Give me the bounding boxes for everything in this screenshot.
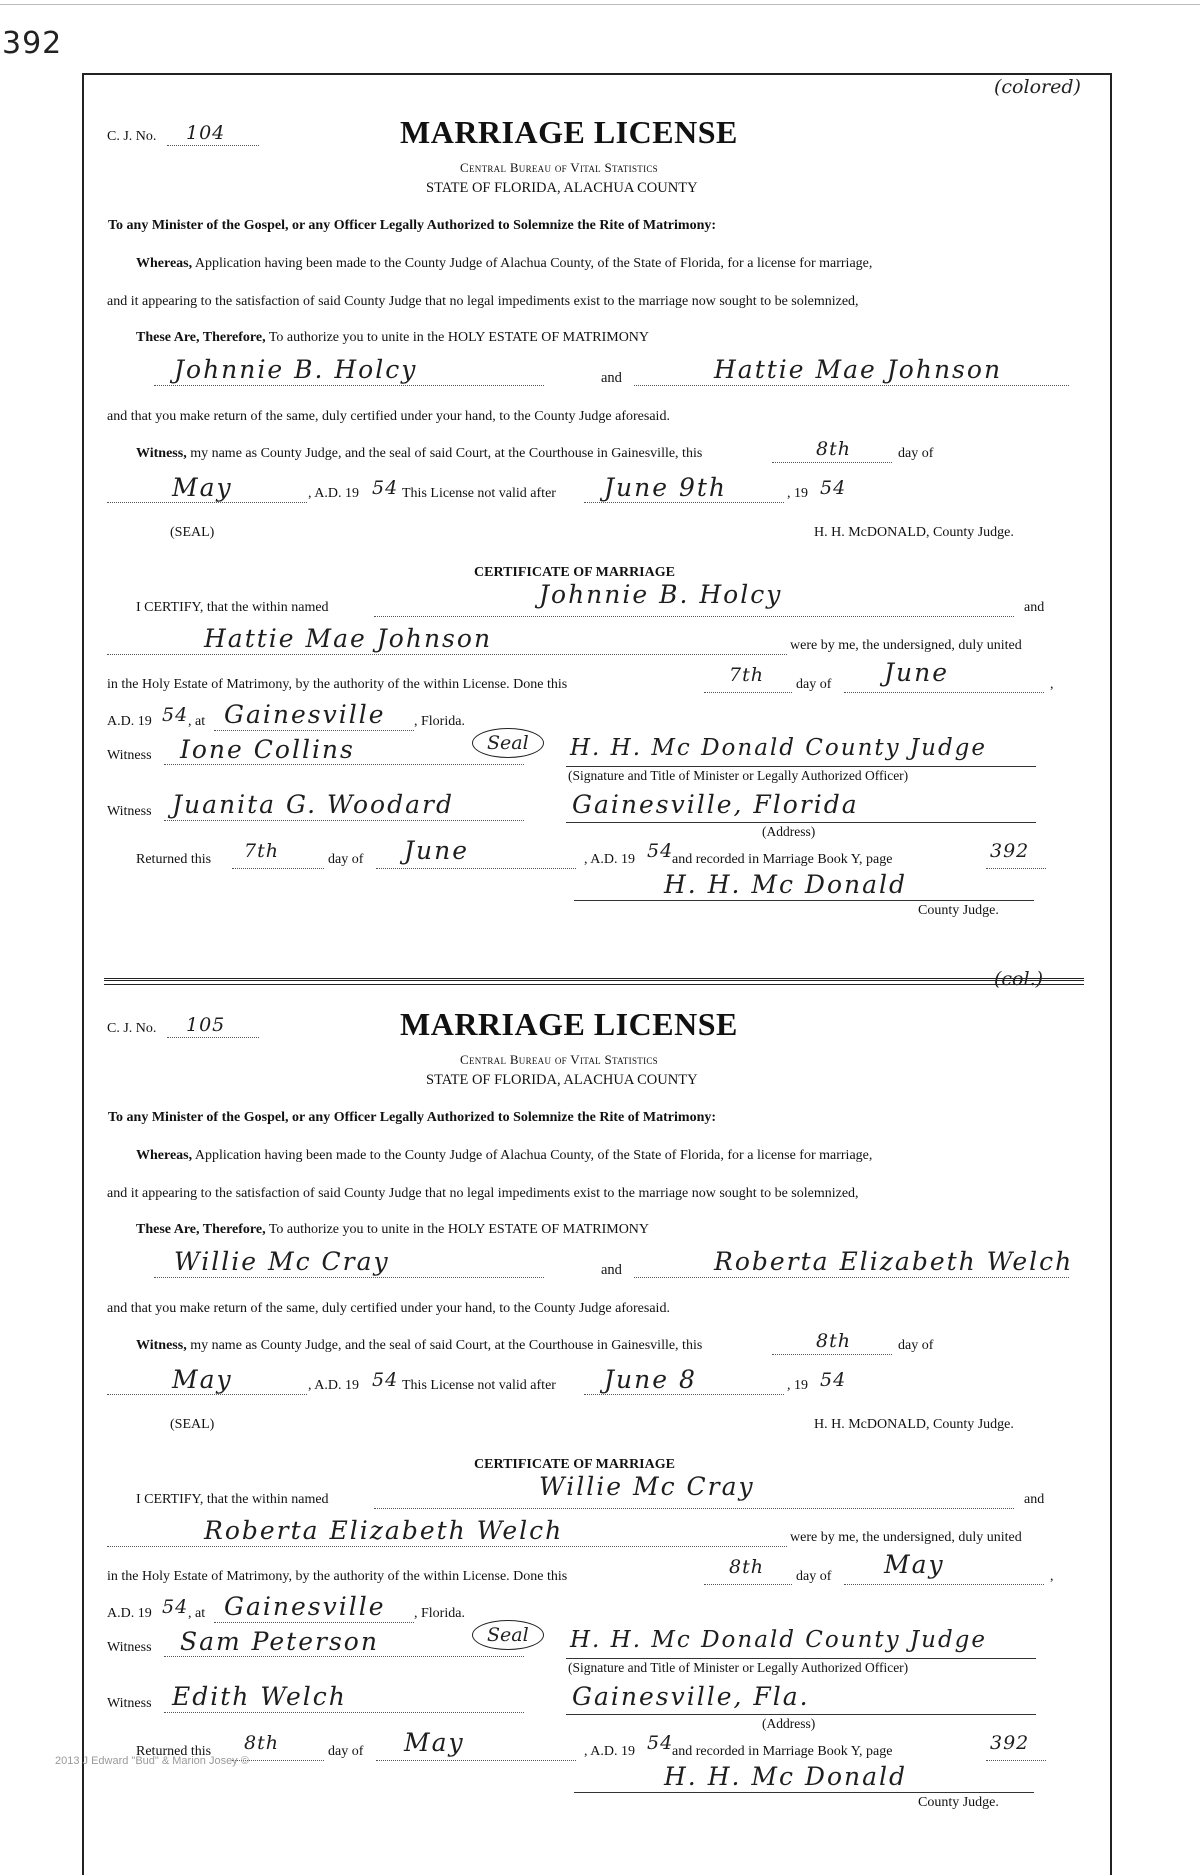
cert-and-label: and bbox=[1024, 600, 1045, 615]
certificate-title: CERTIFICATE OF MARRIAGE bbox=[474, 1457, 675, 1472]
at-label: , at bbox=[188, 1606, 206, 1621]
cj-number: 105 bbox=[186, 1014, 226, 1036]
address-line bbox=[566, 822, 1036, 823]
united-label: were by me, the undersigned, duly united bbox=[790, 1530, 1022, 1545]
and-label: and bbox=[601, 1262, 622, 1278]
address-caption: (Address) bbox=[762, 1716, 816, 1731]
returned-day: 7th bbox=[244, 840, 279, 862]
done-day-line bbox=[704, 692, 792, 693]
cert-groom-name: Willie Mc Cray bbox=[539, 1472, 755, 1501]
done-day-of-label: day of bbox=[796, 1569, 832, 1584]
colored-note: (col.) bbox=[994, 968, 1044, 990]
witness-day: 8th bbox=[816, 1330, 851, 1352]
place-line bbox=[214, 1622, 414, 1623]
license-title: MARRIAGE LICENSE bbox=[400, 1006, 738, 1042]
judge-printed-name: H. H. McDONALD, County Judge. bbox=[814, 1417, 1014, 1432]
valid-year: 54 bbox=[820, 1369, 847, 1391]
returned-label: Returned this bbox=[136, 1744, 212, 1759]
bureau-line: Central Bureau of Vital Statistics bbox=[460, 1052, 658, 1067]
witness1-label: Witness bbox=[107, 748, 152, 763]
cj-label: C. J. No. bbox=[107, 1021, 157, 1036]
officer-signature-line bbox=[566, 766, 1036, 767]
united-label: were by me, the undersigned, duly united bbox=[790, 638, 1022, 653]
judge-signature: H. H. Mc Donald bbox=[664, 870, 908, 899]
colored-note: (colored) bbox=[994, 76, 1081, 98]
page-line bbox=[986, 1760, 1046, 1761]
whereas-paragraph: Whereas, Application having been made to the County Judge of Alachua County, of the State of Florida, for a license for marriage, bbox=[136, 1148, 873, 1163]
officer-signature: H. H. Mc Donald County Judge bbox=[570, 735, 988, 761]
issue-year: 54 bbox=[372, 1369, 399, 1391]
cj-line bbox=[167, 145, 259, 146]
issue-month-line bbox=[107, 1394, 307, 1395]
witness2-label: Witness bbox=[107, 804, 152, 819]
valid-until: June 8 bbox=[604, 1365, 697, 1394]
judge-signature-line bbox=[574, 900, 1034, 901]
seal-label: (SEAL) bbox=[170, 525, 215, 540]
florida-label: , Florida. bbox=[414, 1606, 465, 1621]
valid-year: 54 bbox=[820, 477, 847, 499]
address-caption: (Address) bbox=[762, 824, 816, 839]
witness-day-line bbox=[772, 462, 892, 463]
ad-label: , A.D. 19 bbox=[308, 1378, 359, 1393]
witness1-line bbox=[164, 1656, 524, 1657]
cert-bride-name: Roberta Elizabeth Welch bbox=[204, 1516, 564, 1545]
witness1-line bbox=[164, 764, 524, 765]
certify-label: I CERTIFY, that the within named bbox=[136, 1492, 329, 1507]
county-judge-label: County Judge. bbox=[918, 903, 999, 918]
ad-label: , A.D. 19 bbox=[308, 486, 359, 501]
cert-bride-name: Hattie Mae Johnson bbox=[204, 624, 493, 653]
county-judge-label: County Judge. bbox=[918, 1795, 999, 1810]
witness2-line bbox=[164, 1712, 524, 1713]
scan-top-edge bbox=[0, 4, 1200, 5]
returned-day-of-label: day of bbox=[328, 852, 364, 867]
salutation: To any Minister of the Gospel, or any Officer Legally Authorized to Solemnize the Rite of Matrimony: bbox=[108, 1110, 717, 1125]
day-of-label: day of bbox=[898, 446, 934, 461]
witness2-line bbox=[164, 820, 524, 821]
done-year: 54 bbox=[162, 704, 189, 726]
recorded-book-label: and recorded in Marriage Book Y, page bbox=[672, 852, 893, 867]
license-title: MARRIAGE LICENSE bbox=[400, 114, 738, 150]
issue-year: 54 bbox=[372, 477, 399, 499]
valid-line bbox=[584, 502, 784, 503]
judge-signature: H. H. Mc Donald bbox=[664, 1762, 908, 1791]
done-comma: , bbox=[1050, 677, 1054, 692]
state-line: STATE OF FLORIDA, ALACHUA COUNTY bbox=[426, 180, 698, 196]
returned-day: 8th bbox=[244, 1732, 279, 1754]
issue-month: May bbox=[172, 1365, 233, 1394]
witness1-name: Sam Peterson bbox=[180, 1627, 379, 1656]
officer-address: Gainesville, Florida bbox=[572, 790, 859, 819]
certify-label: I CERTIFY, that the within named bbox=[136, 600, 329, 615]
valid-until: June 9th bbox=[604, 473, 728, 502]
cj-line bbox=[167, 1037, 259, 1038]
cert-groom-line bbox=[374, 616, 1014, 617]
seal-label: (SEAL) bbox=[170, 1417, 215, 1432]
cert-ad-label: A.D. 19 bbox=[107, 714, 152, 729]
returned-day-of-label: day of bbox=[328, 1744, 364, 1759]
done-month-line bbox=[844, 692, 1044, 693]
page-line bbox=[986, 868, 1046, 869]
witness-paragraph: Witness, my name as County Judge, and the seal of said Court, at the Courthouse in Gainesville, this bbox=[136, 1338, 703, 1353]
groom-line bbox=[154, 385, 544, 386]
cert-groom-line bbox=[374, 1508, 1014, 1509]
judge-printed-name: H. H. McDONALD, County Judge. bbox=[814, 525, 1014, 540]
done-day: 7th bbox=[729, 664, 764, 686]
day-of-label: day of bbox=[898, 1338, 934, 1353]
witness2-name: Edith Welch bbox=[172, 1682, 347, 1711]
witness1-label: Witness bbox=[107, 1640, 152, 1655]
cert-groom-name: Johnnie B. Holcy bbox=[539, 580, 783, 609]
whereas-paragraph-2: and it appearing to the satisfaction of said County Judge that no legal impediments exist to the marriage now sought to be solemnized, bbox=[107, 1186, 859, 1201]
court-seal-stamp: Seal bbox=[472, 728, 544, 758]
done-month-line bbox=[844, 1584, 1044, 1585]
cj-number: 104 bbox=[186, 122, 226, 144]
officer-signature-line bbox=[566, 1658, 1036, 1659]
valid-line bbox=[584, 1394, 784, 1395]
done-year: 54 bbox=[162, 1596, 189, 1618]
place-line bbox=[214, 730, 414, 731]
issue-month: May bbox=[172, 473, 233, 502]
issue-month-line bbox=[107, 502, 307, 503]
returned-label: Returned this bbox=[136, 852, 212, 867]
witness2-label: Witness bbox=[107, 1696, 152, 1711]
bureau-line: Central Bureau of Vital Statistics bbox=[460, 160, 658, 175]
place-name: Gainesville bbox=[224, 700, 386, 729]
recorded-book-label: and recorded in Marriage Book Y, page bbox=[672, 1744, 893, 1759]
section-divider bbox=[104, 978, 1084, 985]
bride-name: Roberta Elizabeth Welch bbox=[714, 1247, 1074, 1276]
done-month: June bbox=[884, 658, 950, 687]
return-paragraph: and that you make return of the same, duly certified under your hand, to the County Judge aforesaid. bbox=[107, 1301, 670, 1316]
witness1-name: Ione Collins bbox=[180, 735, 355, 764]
signature-caption: (Signature and Title of Minister or Legally Authorized Officer) bbox=[568, 768, 909, 783]
not-valid-label: This License not valid after bbox=[402, 486, 556, 501]
returned-year: 54 bbox=[647, 1732, 674, 1754]
holy-estate-label: in the Holy Estate of Matrimony, by the authority of the within License. Done this bbox=[107, 1569, 568, 1584]
salutation: To any Minister of the Gospel, or any Officer Legally Authorized to Solemnize the Rite of Matrimony: bbox=[108, 218, 717, 233]
cj-label: C. J. No. bbox=[107, 129, 157, 144]
valid-year-label: , 19 bbox=[787, 486, 808, 501]
not-valid-label: This License not valid after bbox=[402, 1378, 556, 1393]
done-day-line bbox=[704, 1584, 792, 1585]
state-line: STATE OF FLORIDA, ALACHUA COUNTY bbox=[426, 1072, 698, 1088]
bride-line bbox=[634, 1277, 1069, 1278]
witness-paragraph: Witness, my name as County Judge, and the seal of said Court, at the Courthouse in Gainesville, this bbox=[136, 446, 703, 461]
at-label: , at bbox=[188, 714, 206, 729]
returned-month: May bbox=[404, 1728, 465, 1757]
book-page: 392 bbox=[990, 1732, 1030, 1754]
judge-signature-line bbox=[574, 1792, 1034, 1793]
book-page: 392 bbox=[990, 840, 1030, 862]
and-label: and bbox=[601, 370, 622, 386]
groom-name: Willie Mc Cray bbox=[174, 1247, 390, 1276]
valid-year-label: , 19 bbox=[787, 1378, 808, 1393]
returned-month-line bbox=[376, 868, 576, 869]
holy-estate-label: in the Holy Estate of Matrimony, by the authority of the within License. Done this bbox=[107, 677, 568, 692]
cert-ad-label: A.D. 19 bbox=[107, 1606, 152, 1621]
groom-name: Johnnie B. Holcy bbox=[174, 355, 418, 384]
recorded-ad-label: , A.D. 19 bbox=[584, 852, 635, 867]
florida-label: , Florida. bbox=[414, 714, 465, 729]
returned-day-line bbox=[232, 868, 324, 869]
witness-day: 8th bbox=[816, 438, 851, 460]
bride-line bbox=[634, 385, 1069, 386]
done-day-of-label: day of bbox=[796, 677, 832, 692]
cert-and-label: and bbox=[1024, 1492, 1045, 1507]
place-name: Gainesville bbox=[224, 1592, 386, 1621]
witness2-name: Juanita G. Woodard bbox=[172, 790, 454, 819]
bride-name: Hattie Mae Johnson bbox=[714, 355, 1003, 384]
certificate-title: CERTIFICATE OF MARRIAGE bbox=[474, 565, 675, 580]
returned-month: June bbox=[404, 836, 470, 865]
authorize-paragraph: These Are, Therefore, To authorize you to unite in the HOLY ESTATE OF MATRIMONY bbox=[136, 1222, 650, 1237]
groom-line bbox=[154, 1277, 544, 1278]
court-seal-stamp: Seal bbox=[472, 1620, 544, 1650]
done-comma: , bbox=[1050, 1569, 1054, 1584]
signature-caption: (Signature and Title of Minister or Legally Authorized Officer) bbox=[568, 1660, 909, 1675]
done-month: May bbox=[884, 1550, 945, 1579]
officer-signature: H. H. Mc Donald County Judge bbox=[570, 1627, 988, 1653]
copyright-watermark: 2013 J Edward "Bud" & Marion Josey © bbox=[55, 1755, 249, 1767]
witness-day-line bbox=[772, 1354, 892, 1355]
returned-month-line bbox=[376, 1760, 576, 1761]
cert-bride-line bbox=[107, 1546, 787, 1547]
officer-address: Gainesville, Fla. bbox=[572, 1682, 810, 1711]
whereas-paragraph: Whereas, Application having been made to the County Judge of Alachua County, of the State of Florida, for a license for marriage, bbox=[136, 256, 873, 271]
cert-bride-line bbox=[107, 654, 787, 655]
done-day: 8th bbox=[729, 1556, 764, 1578]
return-paragraph: and that you make return of the same, duly certified under your hand, to the County Judge aforesaid. bbox=[107, 409, 670, 424]
returned-year: 54 bbox=[647, 840, 674, 862]
recorded-ad-label: , A.D. 19 bbox=[584, 1744, 635, 1759]
whereas-paragraph-2: and it appearing to the satisfaction of said County Judge that no legal impediments exist to the marriage now sought to be solemnized, bbox=[107, 294, 859, 309]
page-number: 392 bbox=[2, 26, 63, 61]
address-line bbox=[566, 1714, 1036, 1715]
authorize-paragraph: These Are, Therefore, To authorize you to unite in the HOLY ESTATE OF MATRIMONY bbox=[136, 330, 650, 345]
